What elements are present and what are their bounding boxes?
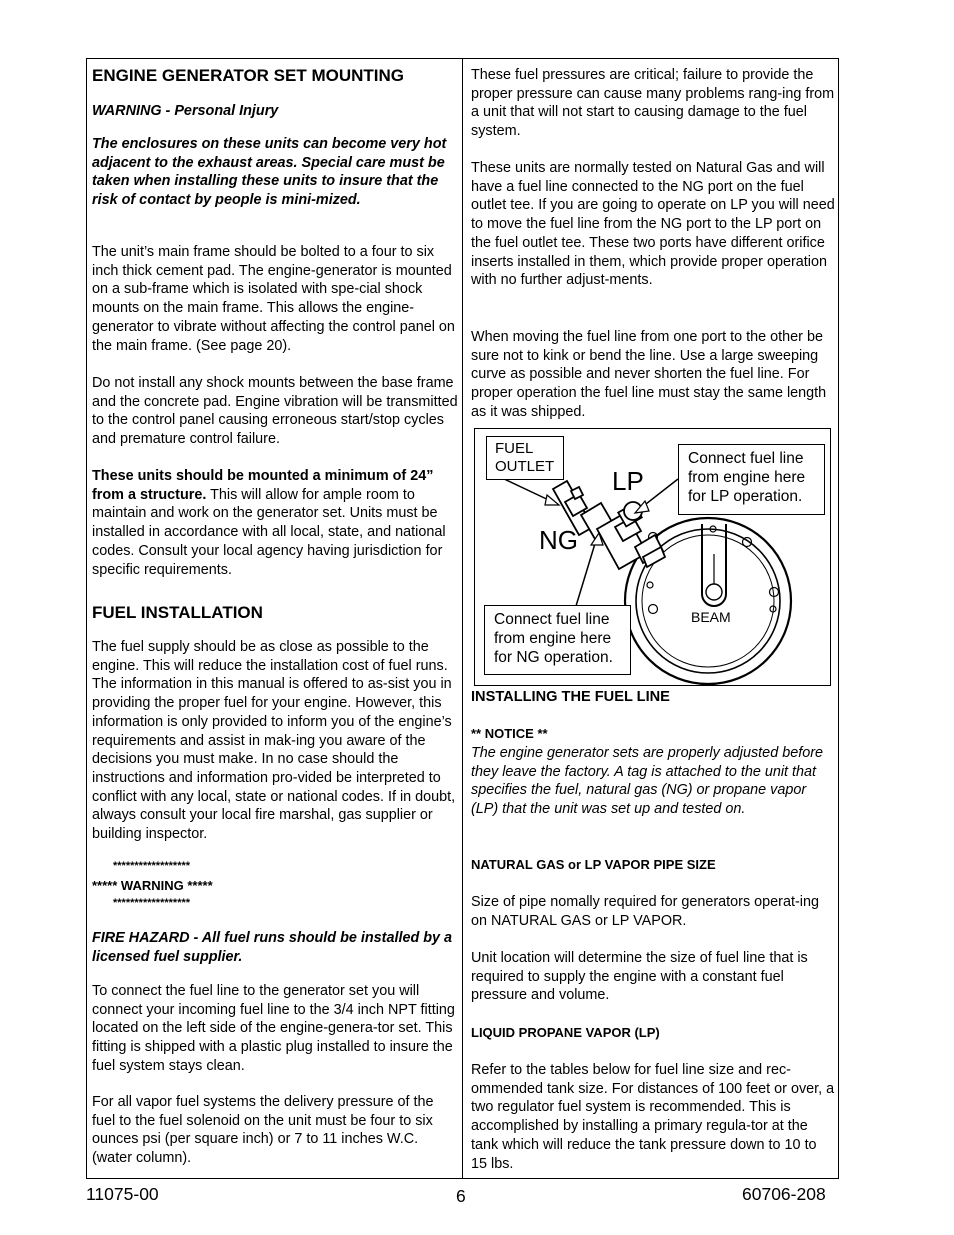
heading-installing-fuel-line: INSTALLING THE FUEL LINE: [471, 689, 670, 705]
notice-text: The engine generator sets are properly adjusted before they leave the factory. A tag is attached to the unit that specifies the fuel, natural gas (NG) or propane vapor (LP) that the unit was set up and tested on.: [471, 745, 823, 818]
paragraph-lp-tables: Refer to the tables below for fuel line size and rec-ommended tank size. For distances of 100 feet or over, a two regulator fuel system is recommended. This is accomplished by installing a primary regula-tor at the tank which will reduce the tank pressure down to 10 to 15 lbs.: [471, 1062, 835, 1172]
paragraph-tested-natural-gas: These units are normally tested on Natural Gas and will have a fuel line connected to the NG port on the fuel outlet tee. If you are going to operate on LP you will need to move the fuel line from the NG port to the LP port on the fuel outlet tee. These two ports have different orifice inserts installed in them, which provide proper operation with no further adjust-ments.: [471, 160, 835, 289]
ng-callout: Connect fuel line from engine here for NG operation.: [484, 605, 631, 675]
footer-page-number: 6: [456, 1186, 466, 1206]
footer-part-number: 60706-208: [742, 1184, 826, 1204]
paragraph-clearance: [92, 467, 458, 579]
paragraph-main-frame: The unit’s main frame should be bolted to a four to six inch thick cement pad. The engine-generator is mounted on a sub-frame which is isolated with spe-cial shock mounts on the main frame. This allows the engine-generator to vibrate without affecting the control panel on the main frame. (See page 20).: [92, 244, 455, 354]
fuel-outlet-diagram: [474, 428, 831, 686]
warning-hot-text: The enclosures on these units can become very hot adjacent to the exhaust areas. Special care must be taken when installing these units to insure that the risk of contact by people is mini-mized.: [92, 136, 447, 209]
ng-label: NG: [539, 525, 578, 555]
warning-personal-injury: WARNING - Personal Injury: [92, 103, 279, 119]
heading-pipe-size: NATURAL GAS or LP VAPOR PIPE SIZE: [471, 857, 716, 872]
fuel-outlet-line2: OUTLET: [495, 458, 555, 475]
paragraph-vapor-pressure: For all vapor fuel systems the delivery pressure of the fuel to the fuel solenoid on the unit must be four to six ounces psi (per square inch) or 7 to 11 inches W.C. (water column).: [92, 1094, 434, 1167]
notice-heading: ** NOTICE **: [471, 726, 548, 741]
footer-document-number: 11075-00: [86, 1184, 159, 1204]
fuel-outlet-line1: FUEL: [495, 440, 534, 457]
heading-mounting: ENGINE GENERATOR SET MOUNTING: [92, 66, 405, 85]
heading-liquid-propane: LIQUID PROPANE VAPOR (LP): [471, 1025, 660, 1040]
lp-label: LP: [612, 466, 644, 496]
paragraph-connect: To connect the fuel line to the generator set you will connect your incoming fuel line to the 3/4 inch NPT fitting located on the left side of the engine-genera-tor set. This fitting is shipped with a plastic plug installed to insure the fuel system stays clean.: [92, 983, 455, 1074]
clearance-rest-text: This will allow for ample room to maintain and work on the generator set. Units must be installed in accordance with all local, state, and national codes. Consult your local agency having jurisdiction for specific requirements.: [92, 486, 446, 578]
clearance-bold-text: These units should be mounted a minimum of 24” from a structure.: [92, 468, 434, 503]
warning-line: ***** WARNING *****: [92, 878, 213, 893]
warning-stars-bottom: ******************: [113, 897, 191, 909]
beam-label: BEAM: [691, 609, 731, 625]
column-divider: [462, 58, 463, 1179]
ng-pointer: [576, 537, 597, 606]
paragraph-pressures-critical: These fuel pressures are critical; failure to provide the proper pressure can cause many problems rang-ing from a unit that will not start to causing damage to the fuel system.: [471, 67, 835, 140]
paragraph-unit-location: Unit location will determine the size of fuel line that is required to supply the engine with a constant fuel pressure and volume.: [471, 950, 808, 1004]
fuel-outlet-callout: [486, 436, 564, 480]
paragraph-shock-mounts: Do not install any shock mounts between the base frame and the concrete pad. Engine vibration will be transmitted to the control panel causing erroneous start/stop cycles and premature control failure.: [92, 375, 458, 448]
warning-stars-top: ******************: [113, 860, 191, 872]
lp-callout: Connect fuel line from engine here for LP operation.: [678, 444, 825, 515]
heading-fuel-installation: FUEL INSTALLATION: [92, 603, 263, 622]
paragraph-pipe-size: Size of pipe nomally required for generators operat-ing on NATURAL GAS or LP VAPOR.: [471, 894, 819, 929]
fire-hazard-text: FIRE HAZARD - All fuel runs should be installed by a licensed fuel supplier.: [92, 930, 453, 965]
paragraph-fuel-supply: The fuel supply should be as close as possible to the engine. This will reduce the installation cost of fuel runs. The information in this manual is offered to as-sist you in providing the proper fuel for your engine. However, this information is only provided to inform you of the engine’s requirements and assist in mak-ing you aware of the decisions you must make. In no case should the instructions and information pro-vided be interpreted to conflict with any local, state or national codes. If in doubt, always consult your local fire marshal, gas supplier or building inspector.: [92, 639, 456, 843]
paragraph-moving-fuel-line: When moving the fuel line from one port to the other be sure not to kink or bend the line. Use a large sweeping curve as possible and never shorten the fuel line. For proper operation the fuel line must stay the same length as it was shipped.: [471, 329, 827, 420]
